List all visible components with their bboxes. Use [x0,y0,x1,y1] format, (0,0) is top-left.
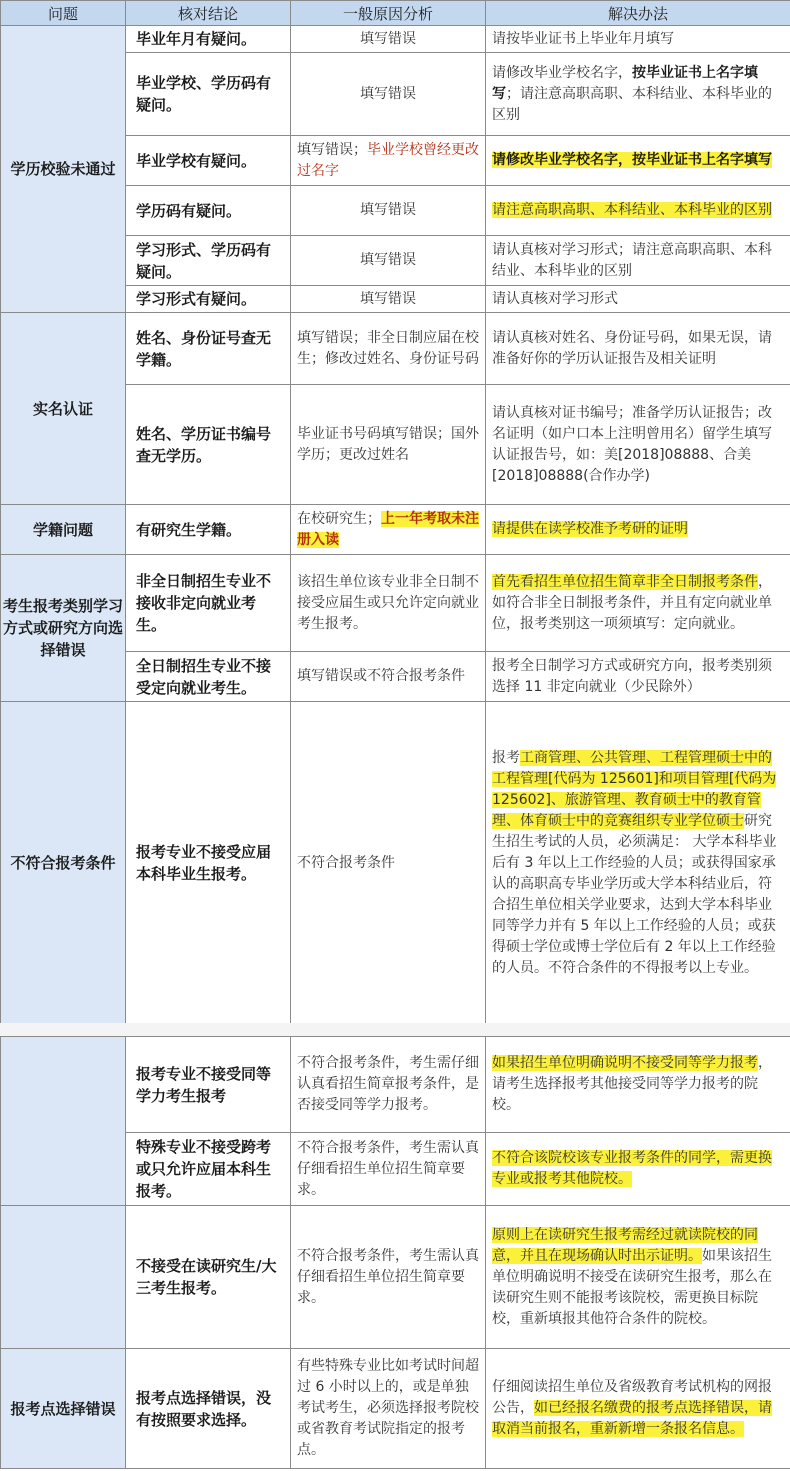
conclusion-cell: 有研究生学籍。 [126,505,291,555]
header-row [1,1,790,26]
solution-cell: 请按毕业证书上毕业年月填写 [486,26,790,53]
solution-text: 报考 [492,749,520,766]
conclusion-cell: 报考专业不接受应届本科毕业生报考。 [126,702,291,1025]
solution-cell [486,555,790,652]
table-row [1,1349,790,1469]
conclusion-cell: 姓名、身份证号查无学籍。 [126,313,291,385]
group-label: 实名认证 [1,313,126,505]
cause-cell: 不符合报考条件，考生需认真仔细看招生单位招生简章要求。 [291,1206,486,1349]
conclusion-cell: 学习形式有疑问。 [126,286,291,313]
solution-highlight-text: 请提供在读学校准予考研的证明 [492,521,688,537]
cause-cell: 填写错误 [291,236,486,286]
table-row [1,702,790,1025]
cause-cell: 该招生单位该专业非全日制不接受应届生或只允许定向就业考生报考。 [291,555,486,652]
solution-text: 请修改毕业学校名字， [492,64,632,81]
solution-text: 研究生招生考试的人员，必须满足： 大学本科毕业后有 3 年以上工作经验的人员；或获得国家承认的高职高专毕业学历或大学本科结业后，符合招生单位相关学业要求，达到大学本科毕业同等学力并有 5 年以上工作经验的人员；或获得硕士学位或博士学位后有 2 年以上工作经验的人员。不符合条件的不得报考以上专业。 [492,812,777,976]
cause-cell: 不符合报考条件，考生需仔细认真看招生简章报考条件，是否接受同等学力报考。 [291,1037,486,1133]
header-issue: 问题 [1,1,126,26]
conclusion-cell: 特殊专业不接受跨考或只允许应届本科生报考。 [126,1133,291,1206]
solution-cell: 请认真核对学习形式；请注意高职高职、本科结业、本科毕业的区别 [486,236,790,286]
solution-highlight-text: 如果招生单位明确说明不接受同等学力报考 [492,1055,758,1071]
conclusion-cell: 全日制招生专业不接受定向就业考生。 [126,652,291,702]
group-label-empty [1,1037,126,1206]
cause-cell: 有些特殊专业比如考试时间超过 6 小时以上的，或是单独考试考生，必须选择报考院校或省教育考试院指定的报考点。 [291,1349,486,1469]
solution-cell: 报考全日制学习方式或研究方向，报考类别须选择 11 非定向就业（少民除外） [486,652,790,702]
header-solution: 解决办法 [486,1,790,26]
cause-highlight-text: 毕业学校曾经更改过名字 [297,141,479,179]
solution-bold-text: 按毕业证书上名字填写 [492,64,758,102]
group-label: 学籍问题 [1,505,126,555]
conclusion-cell: 姓名、学历证书编号查无学历。 [126,385,291,505]
solution-highlight-text: 如已经报名缴费的报考点选择错误，请取消当前报名，重新新增一条报名信息。 [492,1400,772,1437]
cause-cell: 填写错误；非全日制应届在校生；修改过姓名、身份证号码 [291,313,486,385]
cause-cell: 填写错误或不符合报考条件 [291,652,486,702]
cause-cell: 填写错误 [291,286,486,313]
group-label: 学历校验未通过 [1,26,126,313]
cause-cell [291,505,486,555]
solution-text: 仔细阅读招生单位及省级教育考试机构的网报公告， [492,1379,772,1416]
conclusion-cell: 报考专业不接受同等学力考生报考 [126,1037,291,1133]
cause-text: 在校研究生； [297,510,381,527]
solution-text: ，如符合非全日制报考条件，并且有定向就业单位，报考类别这一项须填写：定向就业。 [492,573,772,632]
solution-cell [486,136,790,186]
solution-text: 如果该招生单位明确说明不接受在读研究生报考，那么在读研究生则不能报考该院校，需更换目标院校，重新填报其他符合条件的院校。 [492,1247,772,1327]
solution-cell [486,186,790,236]
solution-cell [486,1206,790,1349]
solution-highlight-text: 首先看招生单位招生简章非全日制报考条件 [492,573,758,590]
cause-cell: 填写错误 [291,53,486,136]
group-label: 报考点选择错误 [1,1349,126,1469]
solution-cell: 请认真核对证书编号；准备学历认证报告；改名证明（如户口本上注明曾用名）留学生填写认证报告号，如：美[2018]08888、合美[2018]08888(合作办学) [486,385,790,505]
group-label: 不符合报考条件 [1,702,126,1025]
table-gap [0,1023,790,1036]
solution-cell [486,505,790,555]
cause-cell: 不符合报考条件 [291,702,486,1025]
cause-cell: 不符合报考条件，考生需认真仔细看招生单位招生简章要求。 [291,1133,486,1206]
solution-highlight-text: 不符合该院校该专业报考条件的同学，需更换专业或报考其他院校。 [492,1150,772,1187]
conclusion-cell: 毕业学校、学历码有疑问。 [126,53,291,136]
cause-cell [291,136,486,186]
solution-cell: 请认真核对姓名、身份证号码，如果无误，请准备好你的学历认证报告及相关证明 [486,313,790,385]
group-label-empty [1,1206,126,1349]
conclusion-cell: 非全日制招生专业不接收非定向就业考生。 [126,555,291,652]
solution-cell: 请认真核对学习形式 [486,286,790,313]
solution-cell [486,1349,790,1469]
table-row [1,26,790,53]
conclusion-cell: 报考点选择错误，没有按照要求选择。 [126,1349,291,1469]
solution-highlight-text: 工商管理、公共管理、工程管理硕士中的工程管理[代码为 125601]和项目管理[代码为 125602]、旅游管理、教育硕士中的教育管理、体育硕士中的竞赛组织专业学位硕士 [492,749,777,829]
solution-cell [486,53,790,136]
cause-cell: 填写错误 [291,26,486,53]
solution-cell [486,1037,790,1133]
header-cause: 一般原因分析 [291,1,486,26]
solution-cell [486,1133,790,1206]
header-conclusion: 核对结论 [126,1,291,26]
second-table [0,1036,790,1469]
solution-highlight-text: 原则上在读研究生报考需经过就读院校的同意，并且在现场确认时出示证明。 [492,1226,758,1264]
solution-text: ，请考生选择报考其他接受同等学力报考的院校。 [492,1055,772,1113]
conclusion-cell: 学历码有疑问。 [126,186,291,236]
cause-text: 填写错误； [297,141,367,158]
conclusion-cell: 毕业年月有疑问。 [126,26,291,53]
conclusion-cell: 不接受在读研究生/大三考生报考。 [126,1206,291,1349]
cause-cell: 毕业证书号码填写错误；国外学历；更改过姓名 [291,385,486,505]
conclusion-cell: 毕业学校有疑问。 [126,136,291,186]
solution-highlight-text: 请注意高职高职、本科结业、本科毕业的区别 [492,202,772,218]
table-row [1,1037,790,1133]
table-row [1,505,790,555]
conclusion-cell: 学习形式、学历码有疑问。 [126,236,291,286]
table-row [1,555,790,652]
solution-highlight-text: 请修改毕业学校名字，按毕业证书上名字填写 [492,152,772,168]
table-row [1,1206,790,1349]
table-row [1,313,790,385]
solution-text: ；请注意高职高职、本科结业、本科毕业的区别 [492,85,772,123]
solution-cell [486,702,790,1025]
group-label: 考生报考类别学习方式或研究方向选择错误 [1,555,126,702]
cause-highlight-text: 上一年考取未注册入读 [297,510,479,548]
cause-cell: 填写错误 [291,186,486,236]
